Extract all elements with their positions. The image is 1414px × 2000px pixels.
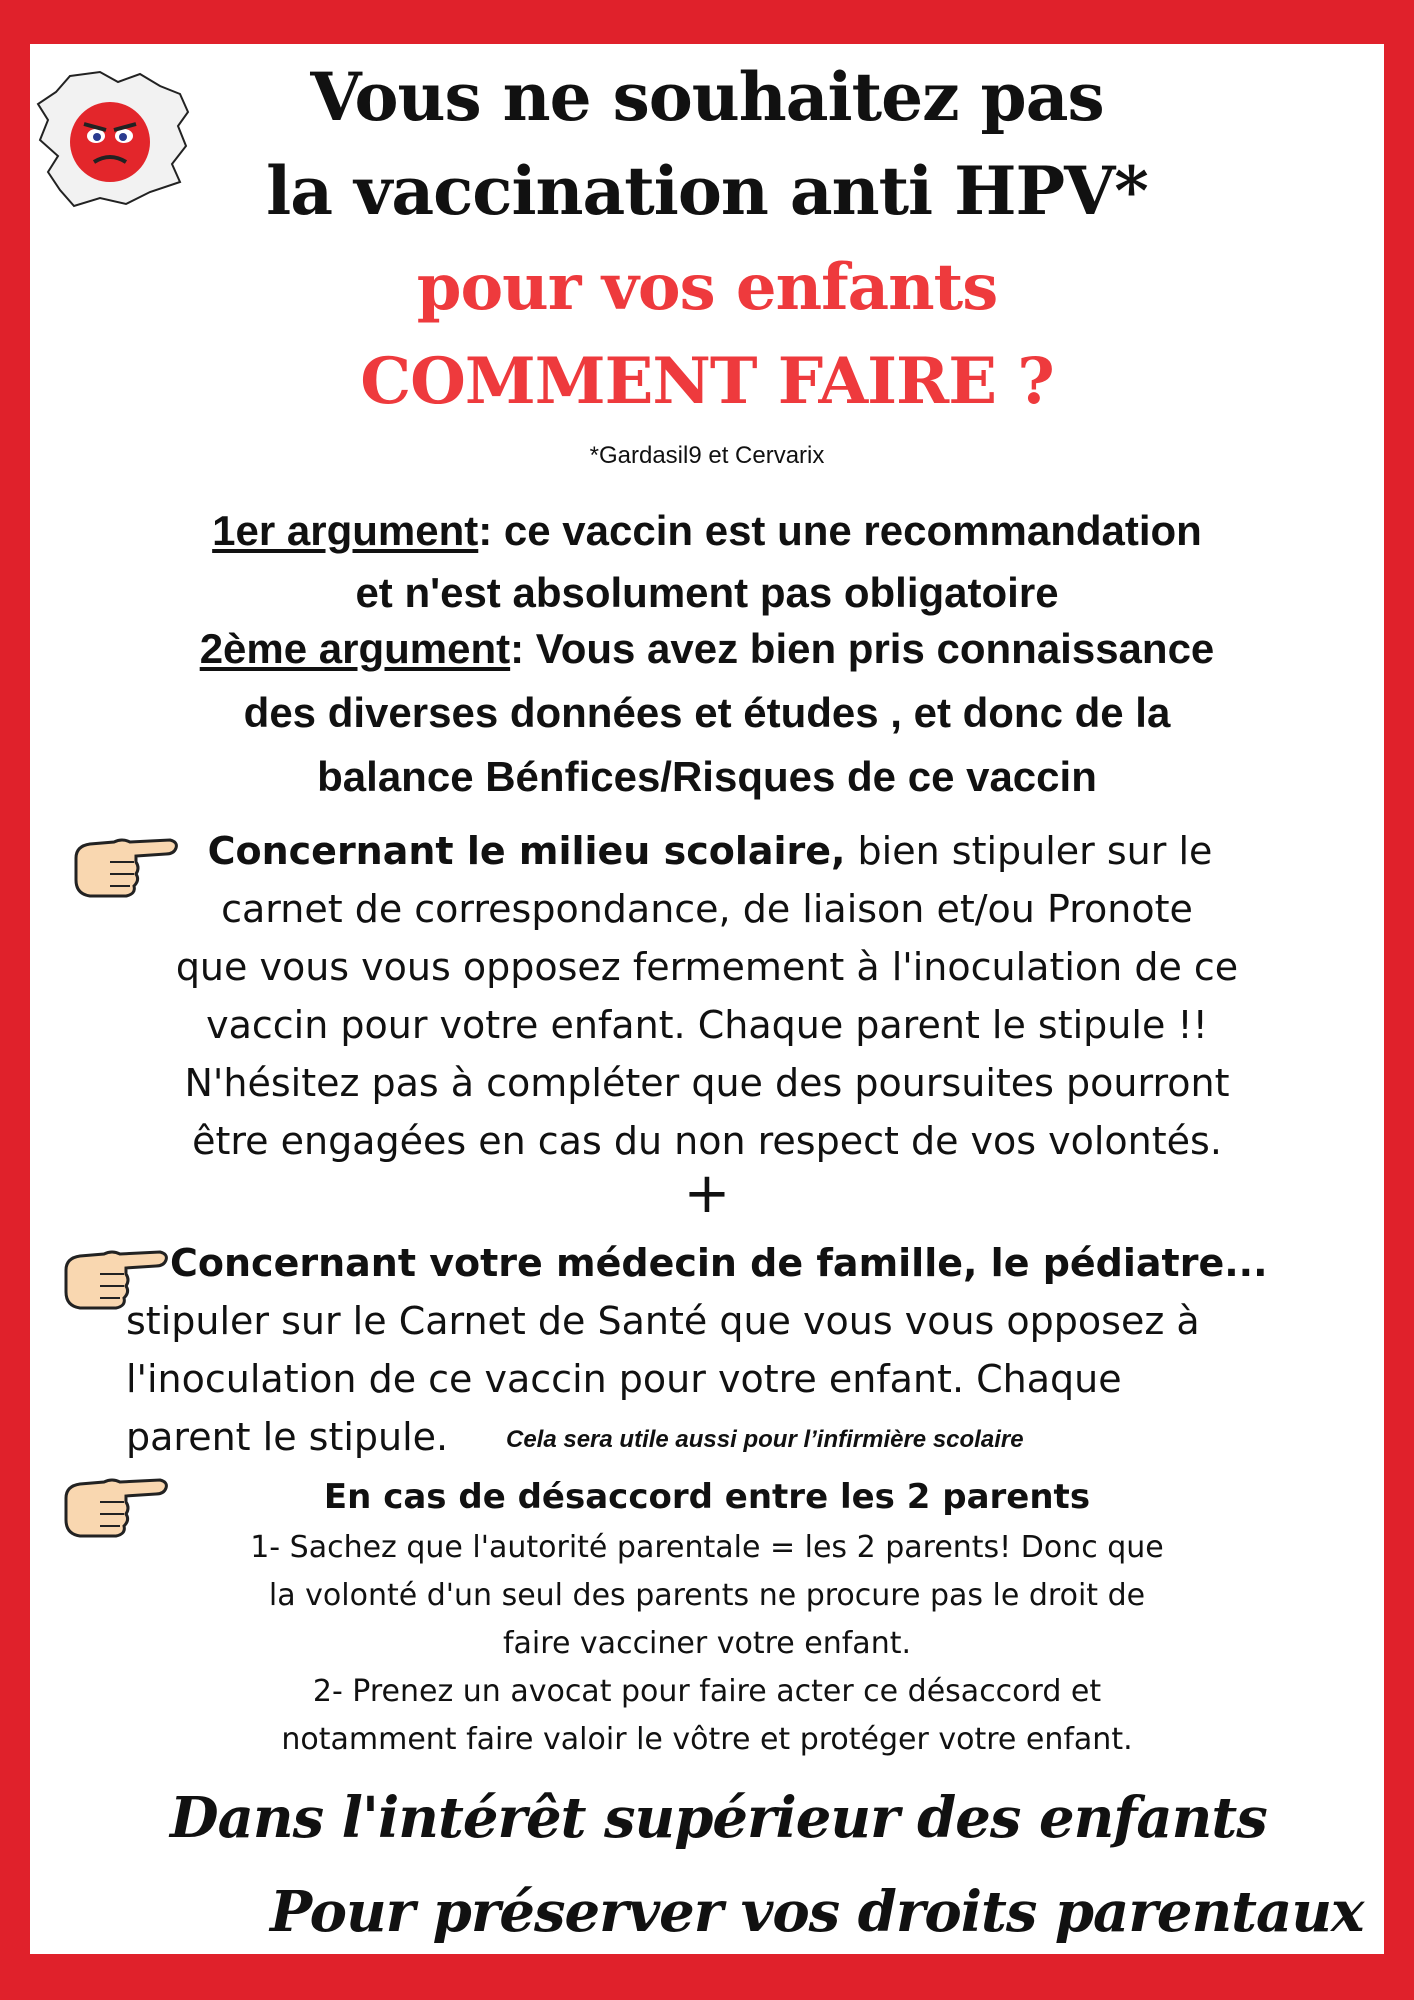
doctor-line-3: parent le stipule. xyxy=(126,1415,449,1459)
disagreement-line-5: notamment faire valoir le vôtre et protéger votre enfant. xyxy=(281,1722,1133,1757)
argument-2-line-3: balance Bénfices/Risques de ce vaccin xyxy=(317,753,1097,800)
school-line-4: vaccin pour votre enfant. Chaque parent le stipule !! xyxy=(206,1003,1208,1047)
disagreement-line-4: 2- Prenez un avocat pour faire acter ce désaccord et xyxy=(312,1674,1102,1709)
subtitle-line-2: COMMENT FAIRE ? xyxy=(360,344,1054,419)
school-line-2: carnet de correspondance, de liaison et/ou Pronote xyxy=(221,887,1193,931)
argument-1 xyxy=(30,502,1384,560)
argument-2-label: 2ème argument xyxy=(199,625,511,672)
school-line-1 xyxy=(110,822,1310,880)
doctor-line-2: l'inoculation de ce vaccin pour votre enfant. Chaque xyxy=(126,1357,1122,1401)
closing-line-2: Pour préserver vos droits parentaux xyxy=(270,1879,1364,1945)
title-line-1: Vous ne souhaitez pas xyxy=(310,58,1104,136)
argument-1-label: 1er argument xyxy=(212,507,479,554)
school-line-6: être engagées en cas du non respect de vos volontés. xyxy=(192,1119,1222,1163)
argument-1-line-2: et n'est absolument pas obligatoire xyxy=(355,569,1059,616)
argument-2-text: : Vous avez bien pris connaissance xyxy=(510,625,1215,672)
disagreement-line-3: faire vacciner votre enfant. xyxy=(502,1626,912,1661)
argument-1-text: : ce vaccin est une recommandation xyxy=(478,507,1202,554)
closing-line-1: Dans l'intérêt supérieur des enfants xyxy=(170,1785,1267,1851)
subtitle-line-1: pour vos enfants xyxy=(416,250,998,325)
school-nurse-note: Cela sera utile aussi pour l’infirmière scolaire xyxy=(506,1426,1024,1453)
title-line-2: la vaccination anti HPV* xyxy=(266,152,1148,230)
school-heading: Concernant le milieu scolaire, xyxy=(207,829,846,873)
disagreement-line-2: la volonté d'un seul des parents ne procure pas le droit de xyxy=(268,1578,1146,1613)
disagreement-heading: En cas de désaccord entre les 2 parents xyxy=(323,1477,1091,1517)
plus-sign: + xyxy=(683,1161,731,1226)
doctor-line-1: stipuler sur le Carnet de Santé que vous vous opposez à xyxy=(126,1299,1200,1343)
school-line-5: N'hésitez pas à compléter que des poursuites pourront xyxy=(184,1061,1230,1105)
flyer-page xyxy=(30,44,1384,1954)
footnote: *Gardasil9 et Cervarix xyxy=(589,442,825,469)
disagreement-line-1: 1- Sachez que l'autorité parentale = les 2 parents! Donc que xyxy=(250,1530,1164,1565)
doctor-heading: Concernant votre médecin de famille, le pédiatre... xyxy=(170,1241,1268,1285)
school-line-1-rest: bien stipuler sur le xyxy=(845,829,1213,873)
argument-2 xyxy=(30,620,1384,678)
school-line-3: que vous vous opposez fermement à l'inoculation de ce xyxy=(175,945,1239,989)
argument-2-line-2: des diverses données et études , et donc de la xyxy=(243,689,1171,736)
